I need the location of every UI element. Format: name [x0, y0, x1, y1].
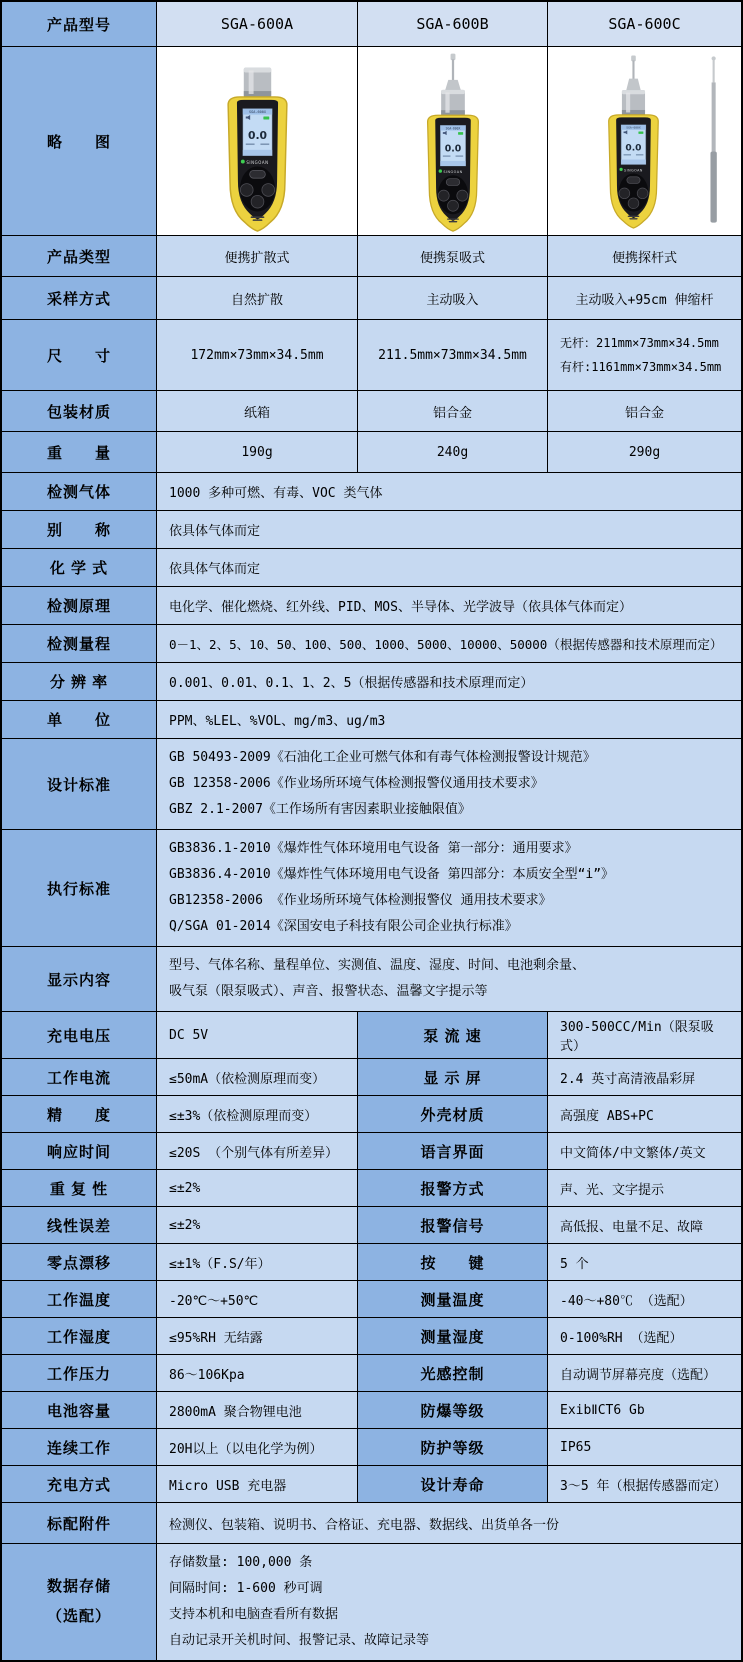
label-language: 语言界面: [357, 1133, 547, 1169]
product-photo-sga-600a: [158, 48, 357, 234]
value-product-type-b: 便携泵吸式: [357, 236, 547, 276]
pump-probe-icon: [626, 56, 640, 91]
label-measure-humidity: 测量湿度: [357, 1318, 547, 1354]
label-weight: 重 量: [2, 432, 156, 472]
value-working-pressure: 86～106Kpa: [156, 1355, 357, 1391]
row-sampling: [2, 276, 741, 319]
model-name-b: SGA-600B: [357, 2, 547, 46]
value-weight-a: 190g: [156, 432, 357, 472]
value-packing-a: 纸箱: [156, 391, 357, 431]
value-range: 0－1、2、5、10、50、100、500、1000、5000、10000、50000（根据传感器和技术原理而定）: [156, 625, 741, 662]
value-repeatability: ≤±2%: [156, 1170, 357, 1206]
label-explosion-proof-grade: 防爆等级: [357, 1392, 547, 1428]
design-standard-line2: GB 12358-2006《作业场所环境气体检测报警仪通用技术要求》: [169, 776, 544, 791]
value-linearity-error: ≤±2%: [156, 1207, 357, 1243]
value-data-storage: [156, 1544, 741, 1660]
value-charge-voltage: DC 5V: [156, 1012, 357, 1058]
label-charging-method: 充电方式: [2, 1466, 156, 1502]
label-principle: 检测原理: [2, 587, 156, 624]
exec-standard-line3: GB12358-2006 《作业场所环境气体检测报警仪 通用技术要求》: [169, 893, 552, 908]
row-dimensions: [2, 319, 741, 390]
value-charging-method: Micro USB 充电器: [156, 1466, 357, 1502]
row-working-temp-measure-temp: [2, 1280, 741, 1317]
telescopic-rod-icon: [710, 56, 716, 222]
label-accessories: 标配附件: [2, 1503, 156, 1543]
label-formula: 化 学 式: [2, 549, 156, 586]
value-gas: 1000 多种可燃、有毒、VOC 类气体: [156, 473, 741, 510]
label-response-time: 响应时间: [2, 1133, 156, 1169]
value-product-type-a: 便携扩散式: [156, 236, 357, 276]
value-alias: 依具体气体而定: [156, 511, 741, 548]
row-continuous-work-protection: [2, 1428, 741, 1465]
label-working-current: 工作电流: [2, 1059, 156, 1095]
value-weight-b: 240g: [357, 432, 547, 472]
value-dimensions-a: 172mm×73mm×34.5mm: [156, 320, 357, 390]
value-working-current: ≤50mA（依检测原理而变）: [156, 1059, 357, 1095]
label-gas: 检测气体: [2, 473, 156, 510]
row-display-content: [2, 946, 741, 1011]
label-accuracy: 精 度: [2, 1096, 156, 1132]
label-linearity-error: 线性误差: [2, 1207, 156, 1243]
label-alarm-signal: 报警信号: [357, 1207, 547, 1243]
dimensions-c-line1: 无杆：211mm×73mm×34.5mm: [560, 336, 719, 350]
data-storage-label-line2: （选配）: [46, 1608, 111, 1625]
row-alias: [2, 510, 741, 548]
label-range: 检测量程: [2, 625, 156, 662]
label-zero-drift: 零点漂移: [2, 1244, 156, 1280]
label-measure-temperature: 测量温度: [357, 1281, 547, 1317]
value-sampling-c: 主动吸入+95cm 伸缩杆: [547, 277, 741, 319]
label-light-control: 光感控制: [357, 1355, 547, 1391]
row-response-time-language: [2, 1132, 741, 1169]
value-design-life: 3～5 年（根据传感器而定）: [547, 1466, 741, 1502]
header-row: [2, 2, 741, 46]
value-light-control: 自动调节屏幕亮度（选配）: [547, 1355, 741, 1391]
row-resolution: [2, 662, 741, 700]
sketch-label: 略 图: [2, 47, 156, 235]
label-unit: 单 位: [2, 701, 156, 738]
label-resolution: 分 辨 率: [2, 663, 156, 700]
value-product-type-c: 便携探杆式: [547, 236, 741, 276]
row-unit: [2, 700, 741, 738]
value-alarm-mode: 声、光、文字提示: [547, 1170, 741, 1206]
value-display-screen: 2.4 英寸高清液晶彩屏: [547, 1059, 741, 1095]
value-sampling-a: 自然扩散: [156, 277, 357, 319]
label-protection-grade: 防护等级: [357, 1429, 547, 1465]
row-weight: [2, 431, 741, 472]
display-content-line1: 型号、气体名称、量程单位、实测值、温度、湿度、时间、电池剩余量、: [169, 958, 586, 973]
dimensions-c-line2: 有杆:1161mm×73mm×34.5mm: [560, 360, 722, 374]
value-exec-standard: [156, 830, 741, 946]
row-formula: [2, 548, 741, 586]
value-resolution: 0.001、0.01、0.1、1、2、5（根据传感器和技术原理而定）: [156, 663, 741, 700]
label-exec-standard: 执行标准: [2, 830, 156, 946]
row-exec-standard: [2, 829, 741, 946]
value-explosion-proof-grade: ExibⅡCT6 Gb: [547, 1392, 741, 1428]
value-housing-material: 高强度 ABS+PC: [547, 1096, 741, 1132]
value-buttons: 5 个: [547, 1244, 741, 1280]
row-repeatability-alarm-mode: [2, 1169, 741, 1206]
row-range: [2, 624, 741, 662]
value-display-content: [156, 947, 741, 1011]
value-sampling-b: 主动吸入: [357, 277, 547, 319]
label-working-humidity: 工作湿度: [2, 1318, 156, 1354]
value-accessories: 检测仪、包装箱、说明书、合格证、充电器、数据线、出货单各一份: [156, 1503, 741, 1543]
label-charge-voltage: 充电电压: [2, 1012, 156, 1058]
value-pump-flow: 300-500CC/Min（限泵吸式）: [547, 1012, 741, 1058]
exec-standard-line2: GB3836.4-2010《爆炸性气体环境用电气设备 第四部分：本质安全型“i”》: [169, 867, 615, 882]
label-continuous-work: 连续工作: [2, 1429, 156, 1465]
product-photo-sga-600b: [359, 48, 547, 234]
value-design-standard: [156, 739, 741, 829]
value-packing-b: 铝合金: [357, 391, 547, 431]
row-battery-explosion-proof: [2, 1391, 741, 1428]
value-alarm-signal: 高低报、电量不足、故障: [547, 1207, 741, 1243]
value-weight-c: 290g: [547, 432, 741, 472]
photo-cell-a: [156, 47, 357, 235]
row-principle: [2, 586, 741, 624]
label-battery-capacity: 电池容量: [2, 1392, 156, 1428]
value-working-humidity: ≤95%RH 无结露: [156, 1318, 357, 1354]
value-dimensions-c: [547, 320, 741, 390]
photo-cell-b: [357, 47, 547, 235]
data-storage-line2: 间隔时间: 1-600 秒可调: [169, 1581, 323, 1596]
value-battery-capacity: 2800mA 聚合物锂电池: [156, 1392, 357, 1428]
label-alias: 别 称: [2, 511, 156, 548]
data-storage-line4: 自动记录开关机时间、报警记录、故障记录等: [169, 1633, 430, 1648]
label-data-storage: [2, 1544, 156, 1660]
label-dimensions: 尺 寸: [2, 320, 156, 390]
row-data-storage: [2, 1543, 741, 1660]
value-working-temperature: -20℃～+50℃: [156, 1281, 357, 1317]
label-repeatability: 重 复 性: [2, 1170, 156, 1206]
value-packing-c: 铝合金: [547, 391, 741, 431]
data-storage-line3: 支持本机和电脑查看所有数据: [169, 1607, 339, 1622]
label-sampling: 采样方式: [2, 277, 156, 319]
row-linearity-alarm-signal: [2, 1206, 741, 1243]
photo-cell-c: [547, 47, 741, 235]
value-language: 中文简体/中文繁体/英文: [547, 1133, 741, 1169]
label-working-temperature: 工作温度: [2, 1281, 156, 1317]
value-measure-temperature: -40～+80℃ （选配）: [547, 1281, 741, 1317]
label-alarm-mode: 报警方式: [357, 1170, 547, 1206]
design-standard-line1: GB 50493-2009《石油化工企业可燃气体和有毒气体检测报警设计规范》: [169, 750, 596, 765]
model-name-c: SGA-600C: [547, 2, 741, 46]
data-storage-line1: 存储数量: 100,000 条: [169, 1555, 313, 1570]
sketch-row: [2, 46, 741, 235]
row-accessories: [2, 1502, 741, 1543]
product-photo-sga-600c: [549, 48, 741, 234]
label-housing-material: 外壳材质: [357, 1096, 547, 1132]
label-design-standard: 设计标准: [2, 739, 156, 829]
value-accuracy: ≤±3%（依检测原理而变）: [156, 1096, 357, 1132]
value-principle: 电化学、催化燃烧、红外线、PID、MOS、半导体、光学波导（依具体气体而定）: [156, 587, 741, 624]
value-unit: PPM、%LEL、%VOL、mg/m3、ug/m3: [156, 701, 741, 738]
design-standard-line3: GBZ 2.1-2007《工作场所有害因素职业接触限值》: [169, 802, 471, 817]
label-pump-flow: 泵 流 速: [357, 1012, 547, 1058]
value-protection-grade: IP65: [547, 1429, 741, 1465]
value-measure-humidity: 0-100%RH （选配）: [547, 1318, 741, 1354]
label-packing: 包装材质: [2, 391, 156, 431]
row-product-type: [2, 235, 741, 276]
data-storage-label-line1: 数据存储: [46, 1578, 111, 1595]
row-packing: [2, 390, 741, 431]
label-display-content: 显示内容: [2, 947, 156, 1011]
label-working-pressure: 工作压力: [2, 1355, 156, 1391]
label-buttons: 按 键: [357, 1244, 547, 1280]
row-charging-method-design-life: [2, 1465, 741, 1502]
row-gas: [2, 472, 741, 510]
row-charge-voltage-pump-flow: [2, 1011, 741, 1058]
label-product-type: 产品类型: [2, 236, 156, 276]
row-design-standard: [2, 738, 741, 829]
pump-probe-icon: [445, 54, 461, 91]
display-content-line2: 吸气泵（限泵吸式）、声音、报警状态、温馨文字提示等: [169, 984, 488, 999]
header-label: 产品型号: [2, 2, 156, 46]
row-accuracy-housing: [2, 1095, 741, 1132]
value-dimensions-b: 211.5mm×73mm×34.5mm: [357, 320, 547, 390]
value-zero-drift: ≤±1%（F.S/年）: [156, 1244, 357, 1280]
exec-standard-line4: Q/SGA 01-2014《深国安电子科技有限公司企业执行标准》: [169, 919, 518, 934]
value-continuous-work: 20H以上（以电化学为例）: [156, 1429, 357, 1465]
row-zero-drift-buttons: [2, 1243, 741, 1280]
label-design-life: 设计寿命: [357, 1466, 547, 1502]
model-name-a: SGA-600A: [156, 2, 357, 46]
value-formula: 依具体气体而定: [156, 549, 741, 586]
row-working-humidity-measure-humidity: [2, 1317, 741, 1354]
exec-standard-line1: GB3836.1-2010《爆炸性气体环境用电气设备 第一部分：通用要求》: [169, 841, 578, 856]
value-response-time: ≤20S （个别气体有所差异）: [156, 1133, 357, 1169]
row-working-current-display-screen: [2, 1058, 741, 1095]
row-working-pressure-light-control: [2, 1354, 741, 1391]
label-display-screen: 显 示 屏: [357, 1059, 547, 1095]
